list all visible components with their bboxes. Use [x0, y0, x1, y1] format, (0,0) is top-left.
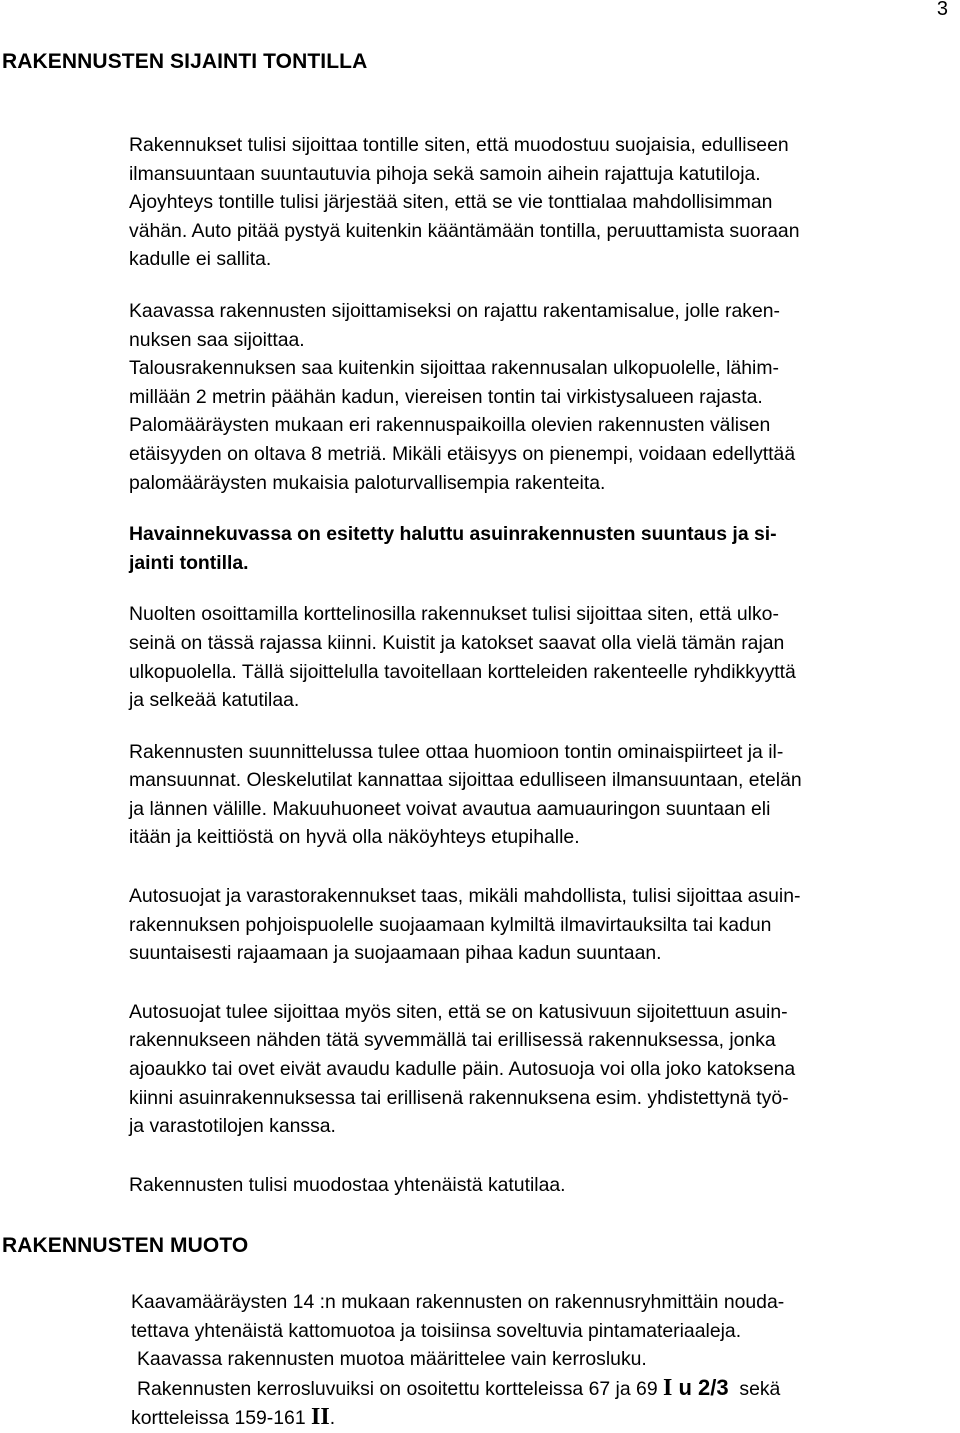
- text-line: Kaavamääräysten 14 :n mukaan rakennusten on rakennusryhmittäin noudа-: [131, 1291, 785, 1313]
- paragraph-bold: [129, 520, 959, 577]
- text-line: Rakennusten tulisi muodostaa yhtenäistä katutilaa.: [129, 1173, 566, 1196]
- text-line: itään ja keittiöstä on hyvä olla näköyhteys etupihalle.: [129, 826, 580, 849]
- paragraph: [129, 738, 959, 852]
- text-line: Rakennukset tulisi sijoittaa tontille siten, että muodostuu suojaisia, edulliseen: [129, 134, 789, 156]
- paragraph: [129, 297, 959, 497]
- text-line: Talousrakennuksen saa kuitenkin sijoittaa rakennusalan ulkopuolelle, lähim-: [129, 357, 779, 380]
- text-line-kerrosluku: [131, 1374, 960, 1404]
- text-line: palomääräysten mukaisia paloturvallisempia rakenteita.: [129, 471, 606, 494]
- text-line: ja selkeää katutilaa.: [129, 689, 300, 712]
- text-line: ulkopuolella. Tällä sijoittelulla tavoitellaan kortteleiden rakenteelle ryhdikkyyttä: [129, 660, 796, 683]
- text-line: ilmansuuntaan suuntautuvia pihoja sekä samoin aihein rajattuja katutiloja.: [129, 162, 761, 185]
- text-line: ajoaukko tai ovet eivät avaudu kadulle päin. Autosuoja voi olla joko katoksena: [129, 1058, 796, 1081]
- text-span: kortteleissa 159-161: [131, 1407, 312, 1430]
- text-line: rakennuksen pohjoispuolelle suojaamaan kylmiltä ilmavirtauksilta tai kadun: [129, 913, 772, 936]
- text-line: Autosuojat ja varastorakennukset taas, mikäli mahdollista, tulisi sijoittaa asuin-: [129, 885, 801, 908]
- text-span: sekä: [728, 1377, 781, 1400]
- text-line: Ajoyhteys tontille tulisi järjestää siten, että se vie tonttialaa mahdollisimman: [129, 191, 773, 214]
- text-line: ja varastotilojen kanssa.: [129, 1115, 336, 1138]
- paragraph: [129, 600, 959, 714]
- section-heading-sijainti: RAKENNUSTEN SIJAINTI TONTILLA: [2, 50, 368, 73]
- text-line-korttelit: [131, 1403, 960, 1433]
- section-heading-muoto: RAKENNUSTEN MUOTO: [2, 1234, 249, 1257]
- roman-numeral: I: [663, 1374, 673, 1401]
- fraction-value: 2/3: [698, 1374, 729, 1400]
- text-line: etäisyyden on oltava 8 metriä. Mikäli etäisyys on pienempi, voidaan edellyttää: [129, 442, 796, 465]
- paragraph: [129, 882, 959, 968]
- text-line: tettava yhtenäistä kattomuotoa ja toisiinsa soveltuvia pintamateriaaleja.: [131, 1319, 742, 1342]
- text-line: suuntaisesti rajaamaan ja suojaamaan pihaa kadun suuntaan.: [129, 942, 662, 965]
- text-line: millään 2 metrin päähän kadun, viereisen tontin tai virkistysalueen rajasta.: [129, 385, 763, 408]
- text-line: ja lännen välille. Makuuhuoneet voivat avautua aamuauringon suuntaan eli: [129, 797, 771, 820]
- paragraph: [129, 1171, 959, 1200]
- text-line: nuksen saa sijoittaa.: [129, 328, 305, 351]
- section-body-sijainti: [129, 131, 959, 1199]
- text-line: Nuolten osoittamilla korttelinosilla rakennukset tulisi sijoittaa siten, että ulko-: [129, 603, 779, 626]
- paragraph: [129, 998, 959, 1141]
- text-line: seinä on tässä rajassa kiinni. Kuistit ja katokset saavat olla vielä tämän rajan: [129, 631, 785, 654]
- text-line: kadulle ei sallita.: [129, 248, 272, 271]
- text-line: Kaavassa rakennusten sijoittamiseksi on rajattu rakentamisalue, jolle raken-: [129, 299, 780, 322]
- text-line: Autosuojat tulee sijoittaa myös siten, että se on katusivuun sijoitettuun asuin-: [129, 1000, 788, 1023]
- section-body-muoto: [131, 1288, 960, 1433]
- text-line: Kaavassa rakennusten muotoa määrittelee vain kerrosluku.: [137, 1348, 647, 1371]
- text-line: vähän. Auto pitää pystyä kuitenkin kääntämään tontilla, peruuttamista suoraan: [129, 219, 800, 242]
- text-span: u: [672, 1374, 699, 1400]
- paragraph: [129, 131, 959, 274]
- text-span: .: [329, 1407, 336, 1430]
- text-line: Palomääräysten mukaan eri rakennuspaikoilla olevien rakennusten välisen: [129, 414, 771, 437]
- text-line: jainti tontilla.: [129, 551, 249, 574]
- text-span: Rakennusten kerrosluvuiksi on osoitettu kortteleissa 67 ja 69: [137, 1377, 663, 1400]
- text-line: mansuunnat. Oleskelutilat kannattaa sijoittaa edulliseen ilmansuuntaan, etelän: [129, 769, 802, 792]
- text-line: rakennukseen nähden tätä syvemmällä tai erillisessä rakennuksessa, jonka: [129, 1029, 776, 1052]
- page-number: 3: [936, 0, 948, 20]
- roman-numeral: II: [311, 1404, 330, 1431]
- text-line: Havainnekuvassa on esitetty haluttu asuinrakennusten suuntaus ja si-: [129, 523, 777, 546]
- text-line: kiinni asuinrakennuksessa tai erillisenä rakennuksena esim. yhdistettynä työ-: [129, 1086, 789, 1109]
- text-line: Rakennusten suunnittelussa tulee ottaa huomioon tontin ominaispiirteet ja il-: [129, 740, 784, 763]
